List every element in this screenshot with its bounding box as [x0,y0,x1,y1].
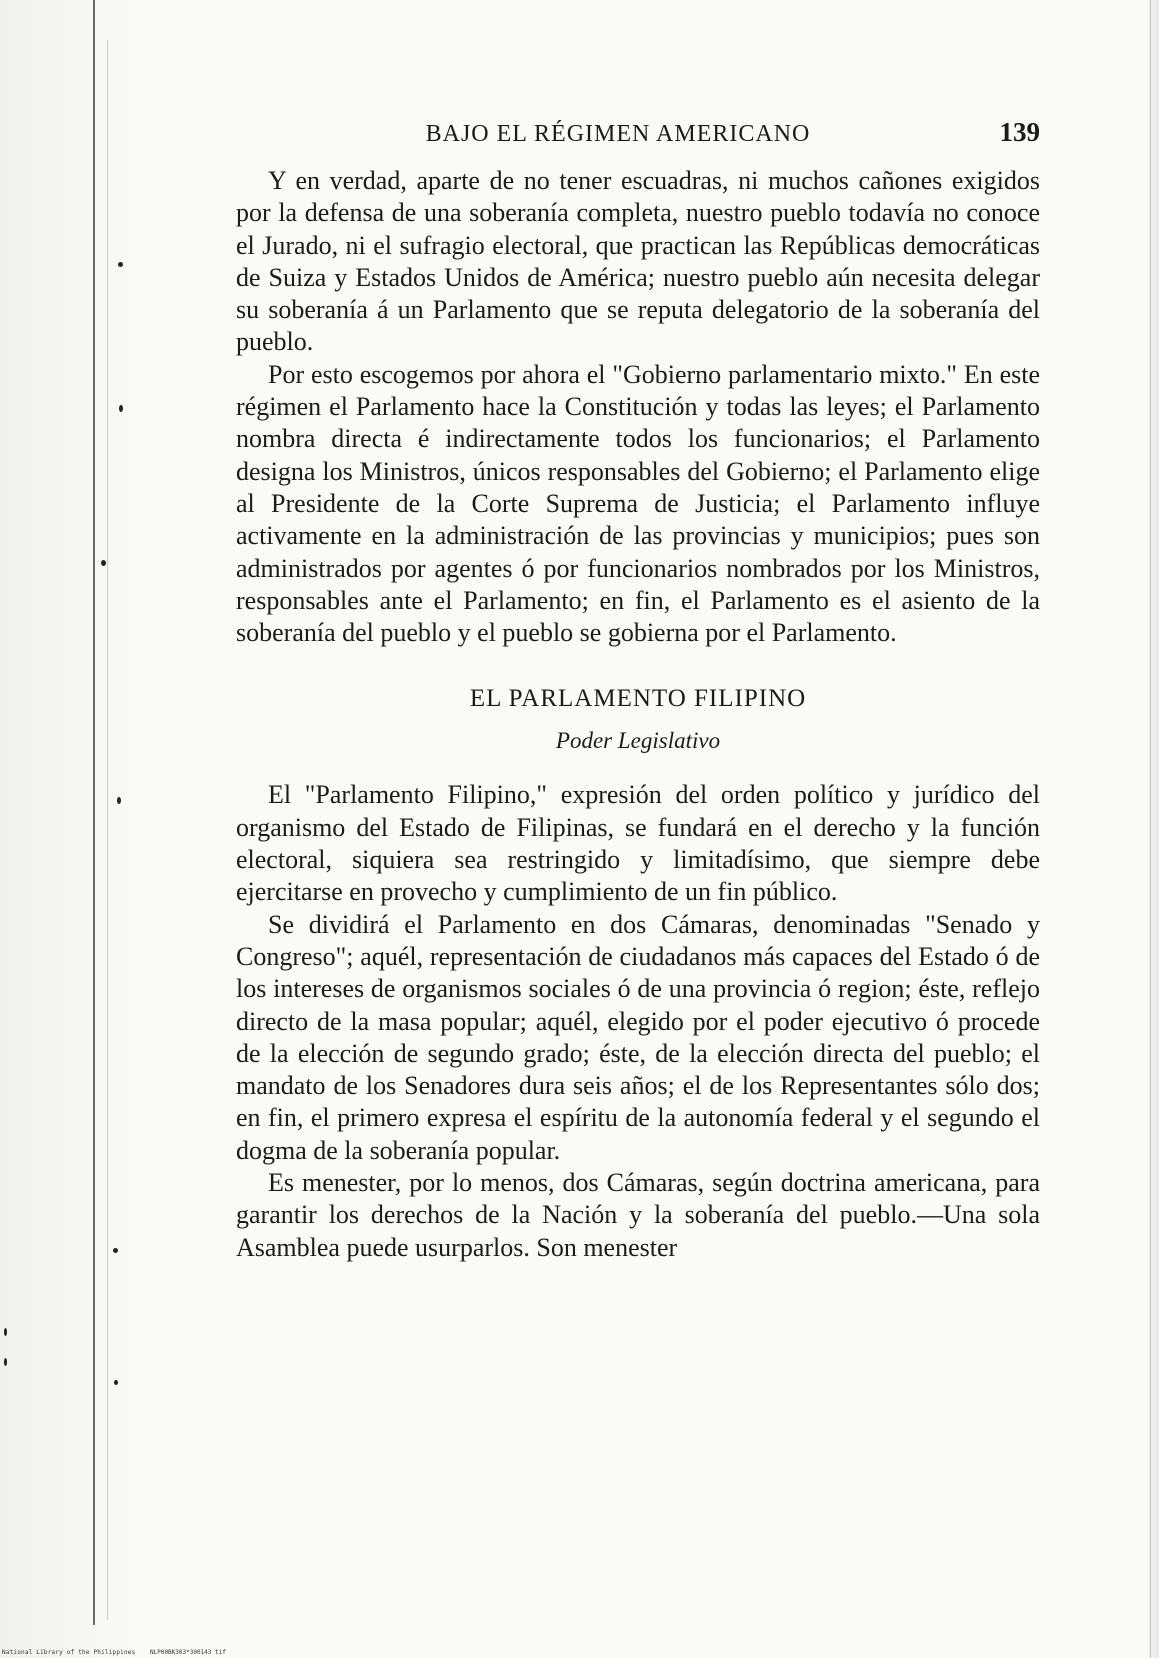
section-subtitle: Poder Legislativo [555,728,721,754]
paragraph: Es menester, por lo menos, dos Cámaras, según doctrina americana, para garantir los derechos de la Nación y la soberanía del pueblo.—Una sola Asamblea puede usurparlos. Son menester [236,1168,1040,1262]
scan-speck [114,1380,118,1385]
scan-speck [119,405,123,412]
scan-speck [101,560,106,566]
scan-speck [113,1248,118,1253]
book-page [236,115,1040,1264]
page-number: 139 [999,117,1040,147]
scan-file-code: NLP00BK303*300143 tif [150,1649,226,1656]
scan-binding-line [93,0,95,1625]
paragraph: Y en verdad, aparte de no tener escuadras, ni muchos cañones exigidos por la defensa de una soberanía completa, nuestro pueblo todavía no conoce el Jurado, ni el sufragio electoral, que practican las Repúblicas democráticas de Suiza y Estados Unidos de América; nuestro pueblo aún necesita delegar su soberanía á un Parlamento que se reputa delegatorio de la soberanía del pueblo. [236,166,1040,357]
scan-speck [4,1328,7,1336]
scan-binding-edge [0,0,150,1658]
scan-speck [117,797,121,804]
scan-right-edge [1145,0,1159,1658]
section-title: EL PARLAMENTO FILIPINO [469,685,807,713]
scan-speck [118,262,123,267]
paragraph: Por esto escogemos por ahora el "Gobierno parlamentario mixto." En este régimen el Parlamento hace la Constitución y todas las leyes; el Parlamento nombra directa é indirectamente todos los funcionarios; el Parlamento designa los Ministros, únicos responsables del Gobierno; el Parlamento elige al Presidente de la Corte Suprema de Justicia; el Parlamento influye activamente en la administración de las provincias y municipios; pues son administrados por agentes ó por funcionarios nombrados por los Ministros, responsables ante el Parlamento; en fin, el Parlamento es el asiento de la soberanía del pueblo y el pueblo se gobierna por el Parlamento. [236,359,1040,648]
paragraph: Se dividirá el Parlamento en dos Cámaras, denominadas "Senado y Congreso"; aquél, representación de ciudadanos más capaces del Estado ó de los intereses de organismos sociales ó de una provincia ó region; éste, reflejo directo de la masa popular; aquél, elegido por el poder ejecutivo ó procede de la elección de segundo grado; éste, de la elección directa del pueblo; el mandato de los Senadores dura seis años; el de los Representantes sólo dos; en fin, el primero expresa el espíritu de la autonomía federal y el segundo el dogma de la soberanía popular. [236,909,1040,1165]
paragraph: El "Parlamento Filipino," expresión del orden político y jurídico del organismo del Estado de Filipinas, se fundará en el derecho y la función electoral, siquiera sea restringido y limitadísimo, que siempre debe ejercitarse en provecho y cumplimiento de un fin público. [236,780,1040,907]
scan-credit: National Library of the Philippines [2,1649,136,1656]
scan-right-edge-line [1150,0,1151,1658]
scan-speck [4,1358,7,1366]
scan-binding-shadow [107,40,108,1620]
running-head-title: BAJO EL RÉGIMEN AMERICANO [425,121,811,147]
running-head [236,115,1040,165]
